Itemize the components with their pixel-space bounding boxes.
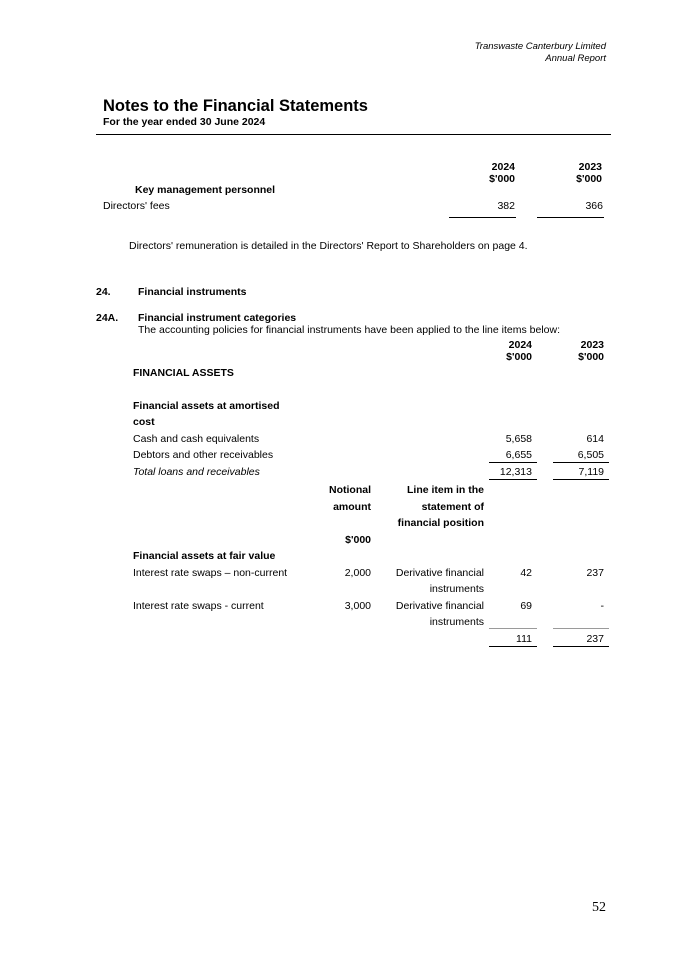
asset-total-2024: 12,313 (499, 466, 532, 478)
asset-row-2023: 6,505 (577, 449, 604, 461)
asset-row-label: Cash and cash equivalents (133, 433, 260, 445)
fair-value-row-2024: 42 (520, 567, 532, 579)
fair-value-row-item-line2: instruments (429, 583, 484, 595)
fair-value-row-2023: 237 (586, 567, 604, 579)
asset-total-label: Total loans and receivables (133, 466, 260, 478)
col-2023-unit: $'000 (576, 173, 602, 185)
kmp-value-2024: 382 (497, 200, 515, 212)
page-number: 52 (592, 900, 606, 915)
page-title: Notes to the Financial Statements (103, 97, 368, 115)
header-company: Transwaste Canterbury Limited (474, 41, 606, 52)
fair-value-row-label: Interest rate swaps - current (133, 600, 264, 612)
fair-value-row-notional: 2,000 (344, 567, 371, 579)
col-2023-header: 2023 (578, 161, 602, 173)
kmp-value-2023: 366 (585, 200, 603, 212)
fair-value-row-2023: - (600, 600, 604, 612)
debtors-2024-underline (489, 462, 537, 463)
fair-value-row-item-line2: instruments (429, 616, 484, 628)
fair-value-row-item-line1: Derivative financial (395, 567, 484, 579)
asset-row-2024: 6,655 (505, 449, 532, 461)
col-2023-unit-24a: $'000 (578, 351, 604, 363)
fair-value-heading: Financial assets at fair value (133, 550, 276, 562)
debtors-2023-underline (553, 462, 609, 463)
amortised-heading-line2: cost (133, 416, 155, 428)
fair-value-row-2024: 69 (520, 600, 532, 612)
kmp-2023-underline (537, 217, 604, 218)
line-item-header-line1: Line item in the (406, 484, 484, 496)
financial-assets-heading: FINANCIAL ASSETS (133, 367, 234, 379)
col-2023-header-24a: 2023 (580, 339, 604, 351)
notional-header-unit: $'000 (345, 534, 371, 546)
asset-row-2023: 614 (586, 433, 604, 445)
header-report: Annual Report (545, 53, 606, 64)
col-2024-unit-24a: $'000 (506, 351, 532, 363)
asset-row-label: Debtors and other receivables (133, 449, 274, 461)
section-24a-number: 24A. (96, 312, 119, 324)
fair-value-row-label: Interest rate swaps – non-current (133, 567, 288, 579)
section-24-number: 24. (96, 286, 111, 298)
section-24-title: Financial instruments (138, 286, 247, 298)
fair-value-2024-subrule (489, 628, 537, 629)
line-item-header-line3: financial position (397, 517, 484, 529)
asset-total-2023: 7,119 (578, 466, 604, 478)
asset-row-2024: 5,658 (505, 433, 532, 445)
col-2024-header: 2024 (491, 161, 515, 173)
fair-value-total-2024-underline (489, 646, 537, 647)
section-24a-intro: The accounting policies for financial instruments have been applied to the line items below: (138, 324, 560, 336)
line-item-header-line2: statement of (421, 501, 484, 513)
fair-value-total-2023-underline (553, 646, 609, 647)
section-24a-title: Financial instrument categories (138, 312, 297, 324)
title-rule (96, 134, 611, 135)
notional-header-line2: amount (333, 501, 371, 513)
fair-value-total-2023: 237 (586, 633, 604, 645)
fair-value-2023-subrule (553, 628, 609, 629)
total-2024-underline (489, 479, 537, 480)
kmp-2024-underline (449, 217, 516, 218)
fair-value-row-notional: 3,000 (344, 600, 371, 612)
col-2024-unit: $'000 (489, 173, 515, 185)
total-2023-underline (553, 479, 609, 480)
col-2024-header-24a: 2024 (508, 339, 532, 351)
fair-value-total-2024: 111 (516, 633, 532, 645)
amortised-heading-line1: Financial assets at amortised (133, 400, 280, 412)
kmp-row-label: Directors' fees (103, 200, 170, 212)
fair-value-row-item-line1: Derivative financial (395, 600, 484, 612)
kmp-note: Directors' remuneration is detailed in the Directors' Report to Shareholders on page 4. (129, 240, 528, 252)
notional-header-line1: Notional (329, 484, 371, 496)
page-subtitle: For the year ended 30 June 2024 (103, 116, 266, 128)
kmp-heading: Key management personnel (135, 184, 276, 196)
